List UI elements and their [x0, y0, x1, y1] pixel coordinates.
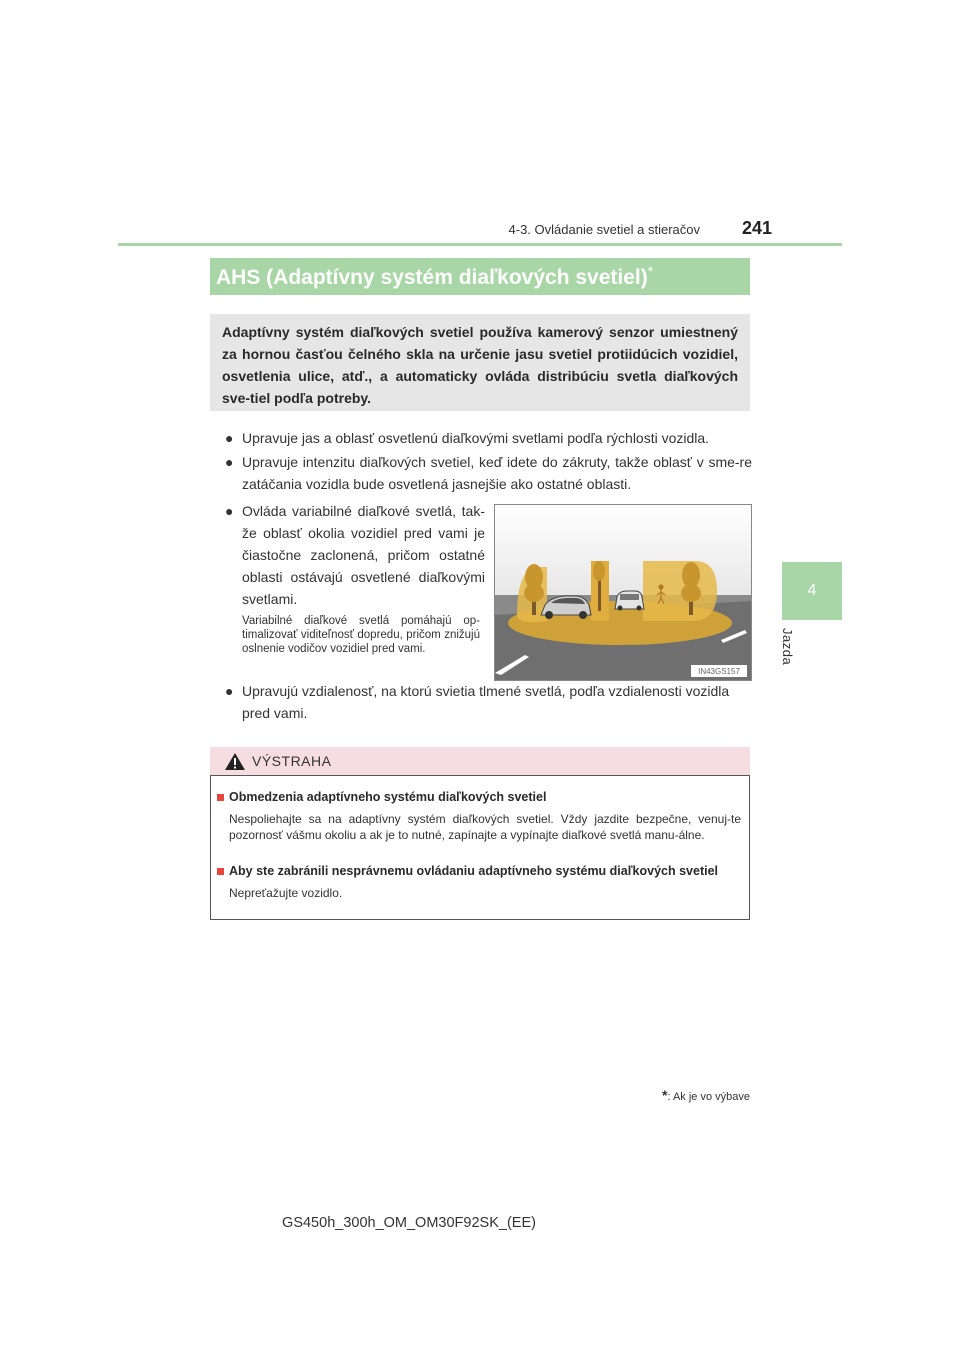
bullet-dot: ● [225, 503, 234, 519]
chapter-label: Jazda [780, 628, 795, 666]
bullet-dot: ● [225, 683, 234, 699]
bullet-variable [225, 500, 485, 610]
section-header: 4-3. Ovládanie svetiel a stieračov [508, 222, 700, 237]
bullet-dot: ● [225, 430, 234, 446]
bullet-distance [225, 680, 752, 724]
bullet-text: Upravuje intenzitu diaľkových svetiel, keď idete do zákruty, takže oblasť v sme-re zatáčania vozidla bude osvetlená jasnejšie ako ostatné oblasti. [242, 454, 752, 492]
bullet-curve [225, 451, 752, 495]
bullet-speed [225, 427, 752, 449]
footnote [662, 1087, 750, 1103]
high-beam-zone-right [643, 561, 717, 621]
warning-text: Nepreťažujte vozidlo. [229, 886, 343, 900]
title-text: AHS (Adaptívny systém diaľkových svetiel) [216, 266, 648, 289]
chapter-label-box [780, 628, 808, 674]
footnote-text: : Ak je vo výbave [667, 1091, 750, 1103]
chapter-tab [782, 562, 842, 620]
warning-bullet-square [217, 868, 224, 875]
intro-text: Adaptívny systém diaľkových svetiel používa kamerový senzor umiestnený za hornou časťou čelného skla na určenie jasu svetiel protiidúcich vozidiel, osvetlenia ulice, atď., a automaticky ovláda distribúciu svetla diaľkových sve-tiel podľa potreby. [222, 324, 738, 406]
warning-heading: Obmedzenia adaptívneho systému diaľkových svetiel [229, 790, 547, 804]
warning-text: Nespoliehajte sa na adaptívny systém diaľkových svetiel. Vždy jazdite bezpečne, venuj-te pozornosť vášmu okoliu a ak je to nutné, zapínajte a vypínajte diaľkové svetlá manu-álne. [229, 812, 741, 842]
document-code: GS450h_300h_OM_OM30F92SK_(EE) [282, 1215, 536, 1231]
figure-caption: Variabilné diaľkové svetlá pomáhajú op-timalizovať viditeľnosť dopredu, pričom znižujú oslnenie vodičov vozidiel pred vami. [242, 615, 480, 655]
road-scene [495, 505, 751, 680]
warning-bullet-square [217, 794, 224, 801]
bullet-text: Ovláda variabilné diaľkové svetlá, tak-že oblasť okolia vozidiel pred vami je čiastočne zaclonená, pričom ostatné oblasti ostávajú osvetlené diaľkovými svetlami. [242, 503, 485, 607]
bullet-dot: ● [225, 454, 234, 470]
intro-box [210, 314, 750, 411]
figure-code: IN43GS157 [698, 667, 740, 676]
warning-heading: Aby ste zabránili nesprávnemu ovládaniu adaptívneho systému diaľkových svetiel [229, 864, 719, 878]
road-illustration [494, 504, 752, 681]
warning-triangle-icon [224, 752, 246, 771]
bullet-text: Upravuje jas a oblasť osvetlenú diaľkovými svetlami podľa rýchlosti vozidla. [242, 430, 710, 446]
header-divider [118, 243, 842, 246]
page-title [216, 263, 653, 290]
footnote-star: * [662, 1087, 668, 1103]
title-star: * [647, 263, 654, 279]
preceding-car-icon [615, 591, 644, 611]
page-number: 241 [742, 218, 773, 238]
chapter-number: 4 [807, 582, 817, 599]
bullet-text: Upravujú vzdialenosť, na ktorú svietia tlmené svetlá, podľa vzdialenosti vozidla pred vami. [242, 683, 730, 721]
warning-title: VÝSTRAHA [252, 753, 332, 769]
